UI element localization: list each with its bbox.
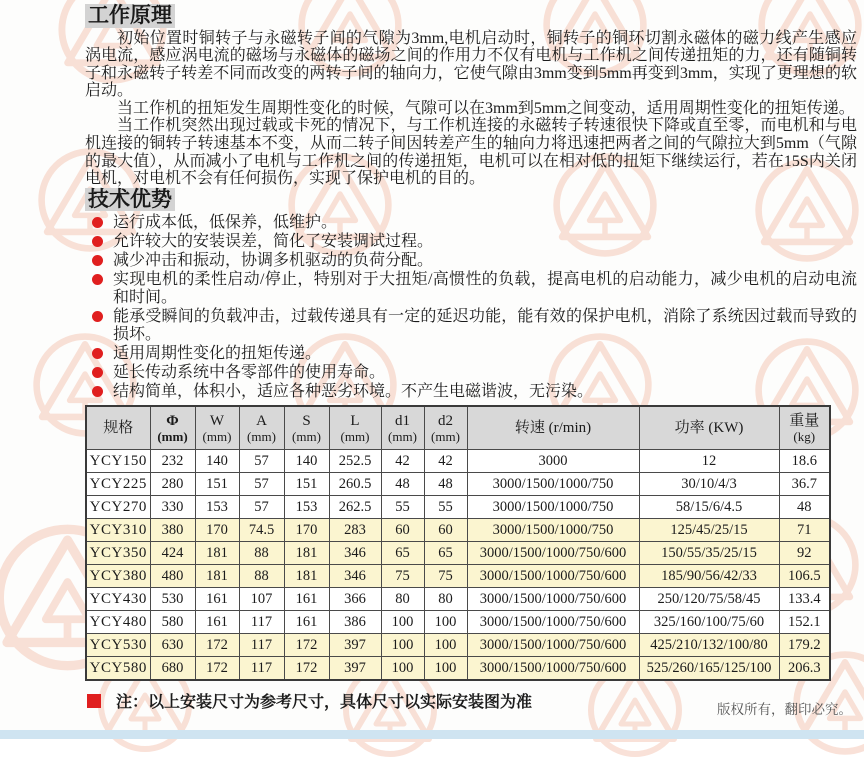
cell-l: 366 <box>329 588 381 611</box>
cell-d1: 80 <box>381 588 424 611</box>
cell-d1: 60 <box>381 519 424 542</box>
cell-d2: 55 <box>424 496 467 519</box>
cell-a: 88 <box>239 565 284 588</box>
col-header-d2: d2 (mm) <box>424 406 467 450</box>
col-header-s: S (mm) <box>284 406 329 450</box>
cell-a: 107 <box>239 588 284 611</box>
col-header-spec: 规格 <box>86 406 150 450</box>
cell-power: 425/210/132/100/80 <box>639 634 779 657</box>
cell-power: 125/45/25/15 <box>639 519 779 542</box>
cell-s: 172 <box>284 657 329 681</box>
cell-l: 262.5 <box>329 496 381 519</box>
cell-l: 386 <box>329 611 381 634</box>
cell-d2: 100 <box>424 634 467 657</box>
cell-spec: YCY580 <box>86 657 150 681</box>
advantage-item <box>85 252 857 270</box>
cell-a: 57 <box>239 473 284 496</box>
col-header-weight: 重量 (kg) <box>779 406 830 450</box>
bullet-dot-icon <box>92 348 103 359</box>
cell-phi: 680 <box>150 657 195 681</box>
advantage-text: 结构简单，体积小，适应各种恶劣环境。不产生电磁谐波，无污染。 <box>113 382 594 400</box>
cell-d1: 100 <box>381 657 424 681</box>
cell-d1: 55 <box>381 496 424 519</box>
cell-l: 397 <box>329 657 381 681</box>
advantages-list <box>85 214 857 400</box>
cell-w: 153 <box>195 496 239 519</box>
col-header-a: A (mm) <box>239 406 284 450</box>
cell-w: 140 <box>195 450 239 473</box>
bullet-dot-icon <box>92 236 103 247</box>
cell-l: 346 <box>329 565 381 588</box>
table-row <box>86 657 830 681</box>
col-header-speed: 转速 (r/min) <box>467 406 639 450</box>
cell-d2: 100 <box>424 657 467 681</box>
table-row <box>86 450 830 473</box>
cell-s: 181 <box>284 565 329 588</box>
heading-highlight: 工作原理 <box>85 4 175 28</box>
cell-power: 525/260/165/125/100 <box>639 657 779 681</box>
table-row <box>86 588 830 611</box>
col-header-l: L (mm) <box>329 406 381 450</box>
cell-d2: 42 <box>424 450 467 473</box>
cell-speed: 3000/1500/1000/750/600 <box>467 634 639 657</box>
cell-l: 397 <box>329 634 381 657</box>
cell-phi: 380 <box>150 519 195 542</box>
table-row <box>86 496 830 519</box>
cell-d2: 60 <box>424 519 467 542</box>
section-technical-advantages <box>85 188 857 401</box>
cell-weight: 36.7 <box>779 473 830 496</box>
cell-weight: 48 <box>779 496 830 519</box>
spec-table <box>85 405 831 681</box>
bullet-dot-icon <box>92 386 103 397</box>
cell-speed: 3000/1500/1000/750/600 <box>467 542 639 565</box>
bullet-dot-icon <box>92 367 103 378</box>
cell-d1: 65 <box>381 542 424 565</box>
cell-w: 172 <box>195 634 239 657</box>
advantage-text: 实现电机的柔性启动/停止，特别对于大扭矩/高惯性的负载，提高电机的启动能力，减少电机的启动电流和时间。 <box>113 271 857 306</box>
cell-d2: 65 <box>424 542 467 565</box>
cell-spec: YCY310 <box>86 519 150 542</box>
advantage-item <box>85 233 857 251</box>
cell-phi: 424 <box>150 542 195 565</box>
cell-s: 151 <box>284 473 329 496</box>
cell-weight: 106.5 <box>779 565 830 588</box>
section-working-principle <box>85 4 857 188</box>
cell-power: 150/55/35/25/15 <box>639 542 779 565</box>
cell-weight: 206.3 <box>779 657 830 681</box>
cell-w: 172 <box>195 657 239 681</box>
bullet-dot-icon <box>92 274 103 285</box>
advantage-text: 运行成本低，低保养，低维护。 <box>113 214 338 232</box>
bullet-dot-icon <box>92 217 103 228</box>
cell-phi: 280 <box>150 473 195 496</box>
advantage-item <box>85 364 857 382</box>
cell-w: 151 <box>195 473 239 496</box>
cell-phi: 530 <box>150 588 195 611</box>
col-header-power: 功率 (KW) <box>639 406 779 450</box>
copyright-text: 版权所有，翻印必究。 <box>717 702 852 717</box>
col-header-w: W (mm) <box>195 406 239 450</box>
paragraph: 初始位置时铜转子与永磁转子间的气隙为3mm,电机启动时，铜转子的铜环切割永磁体的磁力线产生感应涡电流，感应涡电流的磁场与永磁体的磁场之间的作用力不仅有电机与工作机之间传递扭矩的力，还有随铜转子和永磁转子转差不同而改变的两转子间的轴向力，它使气隙由3mm变到5mm再变到3mm，实现了更理想的软启动。 <box>85 29 857 100</box>
cell-speed: 3000/1500/1000/750 <box>467 519 639 542</box>
cell-power: 325/160/100/75/60 <box>639 611 779 634</box>
cell-d1: 100 <box>381 611 424 634</box>
cell-l: 283 <box>329 519 381 542</box>
page-content <box>85 4 857 712</box>
table-row <box>86 634 830 657</box>
cell-a: 57 <box>239 450 284 473</box>
cell-power: 58/15/6/4.5 <box>639 496 779 519</box>
paragraph: 当工作机突然出现过载或卡死的情况下，与工作机连接的永磁转子转速很快下降或直至零，而电机和与电机连接的铜转子转速基本不变，从而二转子间因转差产生的轴向力将迅速把两者之间的气隙拉大到5mm（气隙的最大值），从而减小了电机与工作机之间的传递扭矩，电机可以在相对低的扭矩下继续运行，若在15S内关闭电机，对电机不会有任何损伤，实现了保护电机的目的。 <box>85 117 857 188</box>
table-row <box>86 519 830 542</box>
note-text: 注：以上安装尺寸为参考尺寸，具体尺寸以实际安装图为准 <box>116 694 533 712</box>
cell-speed: 3000 <box>467 450 639 473</box>
advantage-item <box>85 214 857 232</box>
cell-w: 170 <box>195 519 239 542</box>
cell-spec: YCY270 <box>86 496 150 519</box>
cell-d2: 100 <box>424 611 467 634</box>
cell-phi: 580 <box>150 611 195 634</box>
cell-s: 161 <box>284 611 329 634</box>
cell-s: 170 <box>284 519 329 542</box>
bottom-strip <box>0 730 864 739</box>
cell-d1: 75 <box>381 565 424 588</box>
cell-speed: 3000/1500/1000/750/600 <box>467 657 639 681</box>
cell-d2: 48 <box>424 473 467 496</box>
cell-spec: YCY150 <box>86 450 150 473</box>
table-row <box>86 473 830 496</box>
cell-w: 181 <box>195 565 239 588</box>
table-row <box>86 611 830 634</box>
cell-a: 117 <box>239 611 284 634</box>
cell-s: 181 <box>284 542 329 565</box>
advantage-text: 延长传动系统中各零部件的使用寿命。 <box>113 363 386 381</box>
cell-s: 140 <box>284 450 329 473</box>
cell-spec: YCY225 <box>86 473 150 496</box>
cell-phi: 330 <box>150 496 195 519</box>
cell-speed: 3000/1500/1000/750/600 <box>467 611 639 634</box>
bullet-dot-icon <box>92 255 103 266</box>
col-header-d1: d1 (mm) <box>381 406 424 450</box>
cell-a: 57 <box>239 496 284 519</box>
cell-s: 161 <box>284 588 329 611</box>
cell-phi: 630 <box>150 634 195 657</box>
cell-l: 346 <box>329 542 381 565</box>
cell-spec: YCY480 <box>86 611 150 634</box>
cell-w: 161 <box>195 588 239 611</box>
advantage-item <box>85 271 857 307</box>
cell-power: 185/90/56/42/33 <box>639 565 779 588</box>
paragraph: 当工作机的扭矩发生周期性变化的时候，气隙可以在3mm到5mm之间变动，适用周期性变化的扭矩传递。 <box>117 99 855 117</box>
cell-w: 161 <box>195 611 239 634</box>
bullet-dot-icon <box>92 311 103 322</box>
cell-a: 117 <box>239 657 284 681</box>
cell-a: 74.5 <box>239 519 284 542</box>
cell-phi: 232 <box>150 450 195 473</box>
cell-spec: YCY430 <box>86 588 150 611</box>
table-row <box>86 565 830 588</box>
cell-s: 153 <box>284 496 329 519</box>
cell-speed: 3000/1500/1000/750 <box>467 473 639 496</box>
cell-a: 117 <box>239 634 284 657</box>
cell-weight: 133.4 <box>779 588 830 611</box>
working-principle-paragraphs <box>85 30 857 188</box>
col-header-phi: Φ (mm) <box>150 406 195 450</box>
cell-speed: 3000/1500/1000/750/600 <box>467 565 639 588</box>
cell-weight: 179.2 <box>779 634 830 657</box>
cell-weight: 92 <box>779 542 830 565</box>
cell-l: 252.5 <box>329 450 381 473</box>
cell-phi: 480 <box>150 565 195 588</box>
advantage-text: 允许较大的安装误差，简化了安装调试过程。 <box>113 233 434 251</box>
cell-spec: YCY380 <box>86 565 150 588</box>
cell-power: 250/120/75/58/45 <box>639 588 779 611</box>
advantage-item <box>85 345 857 363</box>
cell-d1: 42 <box>381 450 424 473</box>
cell-spec: YCY350 <box>86 542 150 565</box>
cell-power: 30/10/4/3 <box>639 473 779 496</box>
note-square-icon <box>87 694 101 708</box>
cell-spec: YCY530 <box>86 634 150 657</box>
cell-weight: 152.1 <box>779 611 830 634</box>
cell-d2: 80 <box>424 588 467 611</box>
advantage-item <box>85 308 857 344</box>
cell-speed: 3000/1500/1000/750 <box>467 496 639 519</box>
cell-power: 12 <box>639 450 779 473</box>
working-principle-heading <box>85 4 857 28</box>
cell-d1: 48 <box>381 473 424 496</box>
cell-weight: 71 <box>779 519 830 542</box>
cell-d2: 75 <box>424 565 467 588</box>
cell-a: 88 <box>239 542 284 565</box>
cell-speed: 3000/1500/1000/750/600 <box>467 588 639 611</box>
cell-s: 172 <box>284 634 329 657</box>
advantage-item <box>85 383 857 401</box>
advantage-text: 能承受瞬间的负载冲击，过载传递具有一定的延迟功能，能有效的保护电机，消除了系统因过载而导致的损坏。 <box>113 307 857 343</box>
technical-advantages-heading <box>85 188 857 212</box>
cell-weight: 18.6 <box>779 450 830 473</box>
advantage-text: 减少冲击和振动，协调多机驱动的负荷分配。 <box>113 252 434 270</box>
table-header-row <box>86 406 830 450</box>
cell-l: 260.5 <box>329 473 381 496</box>
cell-d1: 100 <box>381 634 424 657</box>
table-row <box>86 542 830 565</box>
advantage-text: 适用周期性变化的扭矩传递。 <box>113 344 322 362</box>
heading-highlight: 技术优势 <box>85 188 175 212</box>
cell-w: 181 <box>195 542 239 565</box>
